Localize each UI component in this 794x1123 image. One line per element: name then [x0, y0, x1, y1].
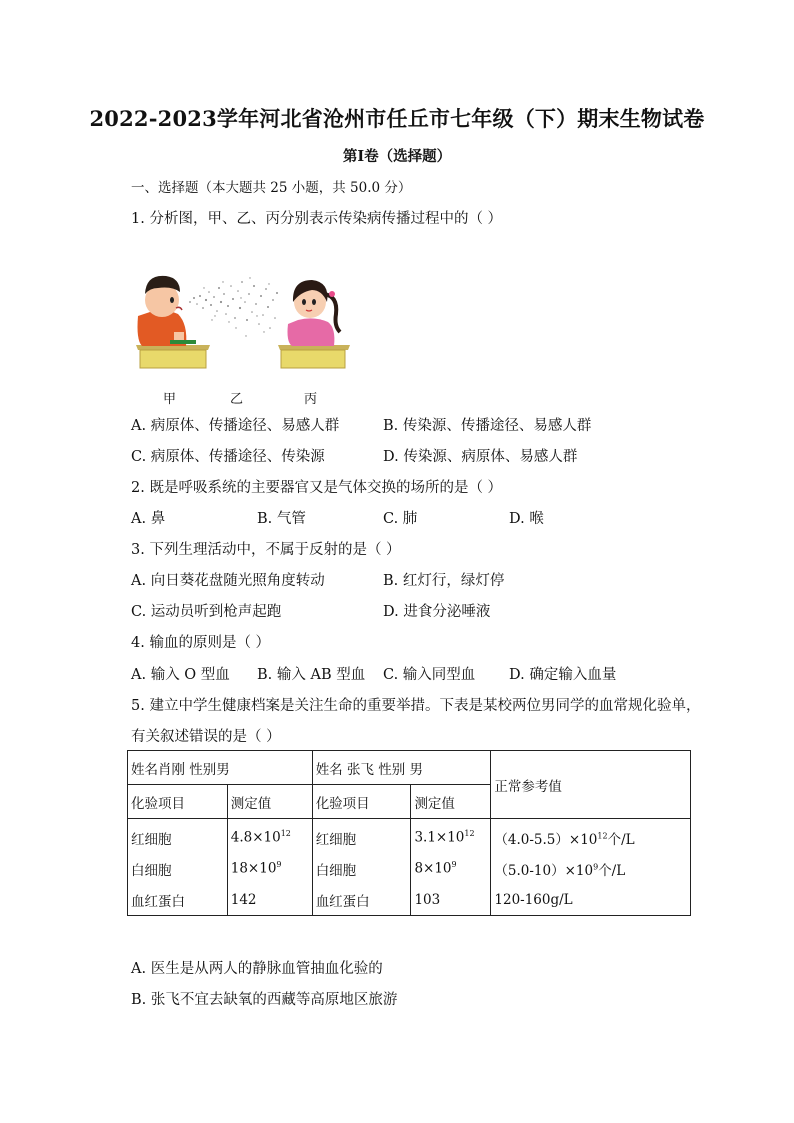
- question-5-stem-line2: 有关叙述错误的是（ ）: [131, 729, 281, 745]
- sick-boy-drawing: [138, 276, 197, 346]
- q1-option-a[interactable]: A. 病原体、传播途径、易感人群: [131, 418, 340, 434]
- exam-title: 2022-2023学年河北省沧州市任丘市七年级（下）期末生物试卷: [89, 106, 705, 131]
- table-cell: 红细胞: [128, 819, 228, 854]
- q4-option-a[interactable]: A. 输入 O 型血: [131, 667, 230, 683]
- table-cell: 142: [227, 884, 312, 916]
- table-cell: $(5.0-10)\times 10^9$个/L: [491, 853, 691, 884]
- table-cell: $18\times 10^9$: [227, 853, 312, 884]
- patient-1-header: 姓名肖刚 性别男: [128, 751, 313, 785]
- section-heading: 一、选择题（本大题共 25 小题，共 50.0 分）: [131, 180, 412, 196]
- column-header: 测定值: [227, 785, 312, 819]
- blood-test-table: [127, 750, 691, 916]
- q1-option-b[interactable]: B. 传染源、传播途径、易感人群: [383, 418, 592, 434]
- q3-option-c[interactable]: C. 运动员听到枪声起跑: [131, 604, 282, 620]
- q5-option-a[interactable]: A. 医生是从两人的静脉血管抽血化验的: [131, 961, 383, 977]
- patient-2-header: 姓名 张飞 性别 男: [312, 751, 491, 785]
- table-row: [128, 853, 691, 884]
- q2-option-b[interactable]: B. 气管: [257, 511, 306, 527]
- table-cell: 白细胞: [128, 853, 228, 884]
- q3-option-d[interactable]: D. 进食分泌唾液: [383, 604, 491, 620]
- right-desk: [281, 350, 345, 368]
- question-5-stem-line1: 5. 建立中学生健康档案是关注生命的重要举措。下表是某校两位男同学的血常规化验单，: [131, 698, 701, 714]
- question-1-stem: 1. 分析图，甲、乙、丙分别表示传染病传播过程中的（ ）: [131, 211, 503, 227]
- table-cell: $8\times 10^9$: [411, 853, 491, 884]
- q3-option-b[interactable]: B. 红灯行，绿灯停: [383, 573, 505, 589]
- question-2-stem: 2. 既是呼吸系统的主要器官又是气体交换的场所的是（ ）: [131, 480, 503, 496]
- part-title: 第I卷（选择题）: [342, 148, 452, 165]
- q2-option-d[interactable]: D. 喉: [509, 511, 544, 527]
- table-cell: 白细胞: [312, 853, 411, 884]
- figure-label-bing: 丙: [304, 392, 318, 407]
- q4-option-d[interactable]: D. 确定输入血量: [509, 667, 617, 683]
- table-cell: 血红蛋白: [128, 884, 228, 916]
- column-header: 化验项目: [128, 785, 228, 819]
- q2-option-a[interactable]: A. 鼻: [131, 511, 166, 527]
- q4-option-c[interactable]: C. 输入同型血: [383, 667, 476, 683]
- table-row: [128, 884, 691, 916]
- table-cell: $4.8\times 10^{12}$: [227, 819, 312, 854]
- droplet-spray: [189, 277, 278, 336]
- q1-option-d[interactable]: D. 传染源、病原体、易感人群: [383, 449, 578, 465]
- table-row: [128, 819, 691, 854]
- q5-option-b[interactable]: B. 张飞不宜去缺氧的西藏等高原地区旅游: [131, 992, 398, 1008]
- figure-label-jia: 甲: [163, 392, 177, 407]
- question-3-stem: 3. 下列生理活动中，不属于反射的是（ ）: [131, 542, 401, 558]
- q2-option-c[interactable]: C. 肺: [383, 511, 418, 527]
- table-cell: 血红蛋白: [312, 884, 411, 916]
- disease-transmission-figure: [128, 258, 358, 378]
- figure-label-yi: 乙: [230, 392, 244, 407]
- question-4-stem: 4. 输血的原则是（ ）: [131, 635, 271, 651]
- healthy-girl-drawing: [288, 280, 341, 346]
- q1-option-c[interactable]: C. 病原体、传播途径、传染源: [131, 449, 325, 465]
- column-header: 化验项目: [312, 785, 411, 819]
- q3-option-a[interactable]: A. 向日葵花盘随光照角度转动: [131, 573, 325, 589]
- table-cell: 120-160g/L: [491, 884, 691, 916]
- table-cell: 红细胞: [312, 819, 411, 854]
- column-header: 测定值: [411, 785, 491, 819]
- table-cell: 103: [411, 884, 491, 916]
- table-cell: $(4.0-5.5)\times 10^{12}$个/L: [491, 819, 691, 854]
- left-desk: [140, 350, 206, 368]
- table-cell: $3.1\times 10^{12}$: [411, 819, 491, 854]
- q4-option-b[interactable]: B. 输入 AB 型血: [257, 667, 366, 683]
- reference-header: 正常参考值: [491, 751, 691, 819]
